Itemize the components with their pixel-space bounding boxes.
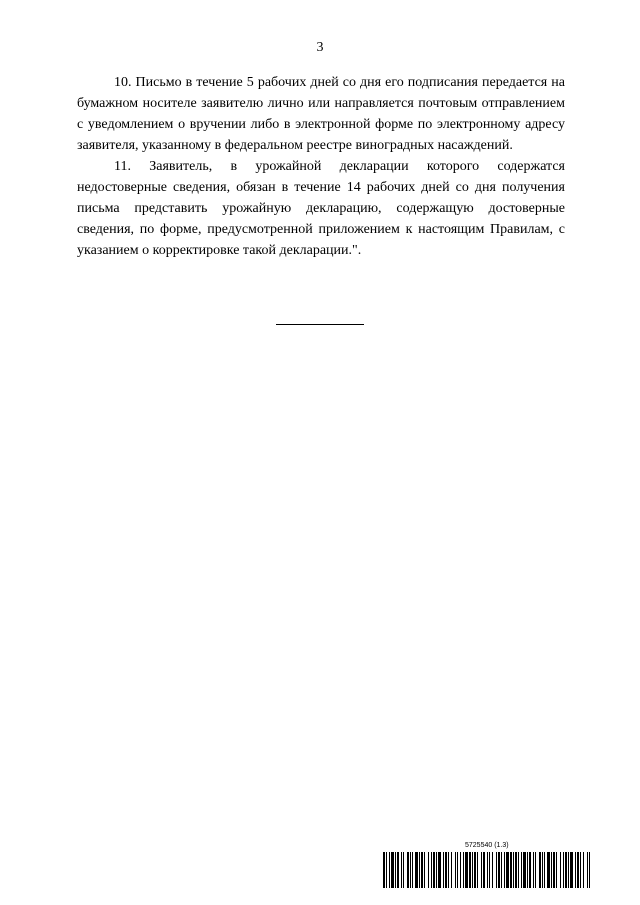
barcode-block bbox=[383, 842, 591, 892]
page-number: 3 bbox=[316, 40, 324, 55]
paragraph-10: 10. Письмо в течение 5 рабочих дней со дня его подписания передается на бумажном носителе заявителю лично или направляется почтовым отправлением с уведомлением о вручении либо в электронной форме по электронному адресу заявителя, указанному в федеральном реестре виноградных насаждений. bbox=[77, 75, 565, 153]
barcode-icon bbox=[383, 852, 591, 888]
barcode-label: 5725540 (1.3) bbox=[465, 842, 509, 849]
divider bbox=[276, 324, 364, 325]
paragraph-11: 11. Заявитель, в урожайной декларации которого содержатся недостоверные сведения, обязан в течение 14 рабочих дней со дня получения письма представить урожайную декларацию, содержащую достоверные сведения, по форме, предусмотренной приложением к настоящим Правилам, с указанием о корректировке такой декларации.". bbox=[77, 159, 565, 258]
body-text bbox=[77, 72, 565, 261]
